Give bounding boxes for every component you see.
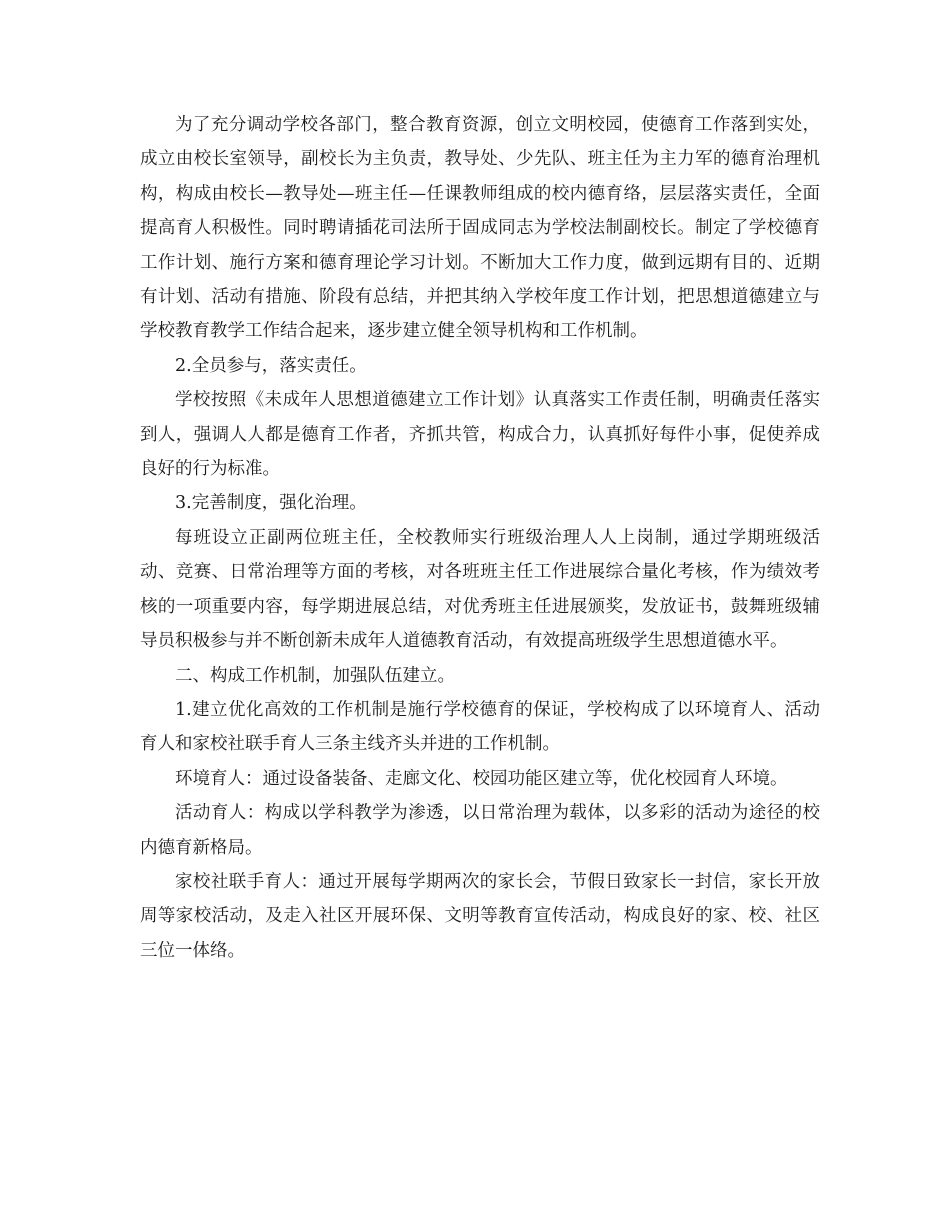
- paragraph-efficient-mechanism: 1.建立优化高效的工作机制是施行学校德育的保证，学校构成了以环境育人、活动育人和家校社联手育人三条主线齐头并进的工作机制。: [140, 699, 820, 755]
- paragraph-mechanism-intro: 为了充分调动学校各部门，整合教育资源，创立文明校园，使德育工作落到实处，成立由校长室领导，副校长为主负责，教导处、少先队、班主任为主力军的德育治理机构，构成由校长—教导处—班主任—任课教师组成的校内德育络，层层落实责任，全面提高育人积极性。同时聘请插花司法所于固成同志为学校法制副校长。制定了学校德育工作计划、施行方案和德育理论学习计划。不断加大工作力度，做到远期有目的、近期有计划、活动有措施、阶段有总结，并把其纳入学校年度工作计划，把思想道德建立与学校教育教学工作结合起来，逐步建立健全领导机构和工作机制。: [140, 115, 820, 342]
- paragraph-responsibility: 学校按照《未成年人思想道德建立工作计划》认真落实工作责任制，明确责任落实到人，强调人人都是德育工作者，齐抓共管，构成合力，认真抓好每件小事，促使养成良好的行为标准。: [140, 390, 820, 480]
- paragraph-home-school-community: 家校社联手育人：通过开展每学期两次的家长会，节假日致家长一封信，家长开放周等家校活动，及走入社区开展环保、文明等教育宣传活动，构成良好的家、校、社区三位一体络。: [140, 871, 820, 961]
- heading-work-mechanism: 二、构成工作机制，加强队伍建立。: [175, 665, 455, 686]
- heading-improve-system: 3.完善制度，强化治理。: [175, 493, 367, 514]
- document-body: [140, 108, 820, 968]
- paragraph-class-teachers: 每班设立正副两位班主任，全校教师实行班级治理人人上岗制，通过学期班级活动、竞赛、日常治理等方面的考核，对各班班主任工作进展综合量化考核，作为绩效考核的一项重要内容，每学期进展总结，对优秀班主任进展颁奖，发放证书，鼓舞班级辅导员积极参与并不断创新未成年人道德教育活动，有效提高班级学生思想道德水平。: [140, 527, 820, 652]
- heading-full-participation: 2.全员参与，落实责任。: [175, 355, 367, 376]
- paragraph-environment-education: 环境育人：通过设备装备、走廊文化、校园功能区建立等，优化校园育人环境。: [175, 768, 788, 789]
- paragraph-activity-education: 活动育人：构成以学科教学为渗透，以日常治理为载体，以多彩的活动为途径的校内德育新格局。: [140, 803, 820, 858]
